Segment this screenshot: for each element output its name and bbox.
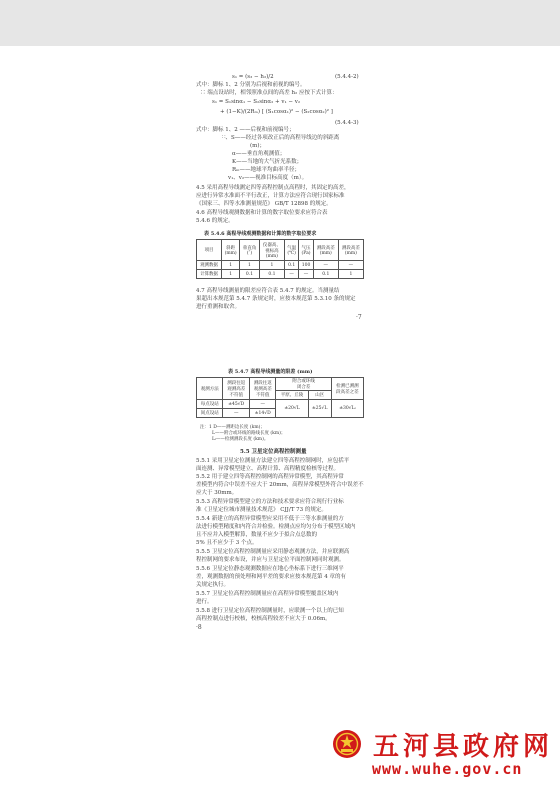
table-cell: — [299, 270, 313, 279]
body-text: 5% 且不应少于 3 个点。 [196, 540, 258, 546]
table-cell: — [249, 400, 275, 409]
body-text: 5.5.5 卫星定位高程控制测量应采用静态观测方法，并应联测高 [196, 549, 350, 555]
table-row [197, 270, 364, 279]
body-text: 《国家三、四等水准测量规范》 GB/T 12898 的规定。 [196, 201, 332, 207]
body-text: 高程控制点进行校核，校核高程较差不应大于 0.06m。 [196, 616, 331, 622]
body-text: 5.5.2 用于建立四等高程控制网的高程异常模型，其高程异常 [196, 474, 344, 480]
body-text: v₁、v₂——视准目标高度（m）。 [228, 175, 308, 181]
top-gray-band [0, 0, 560, 46]
body-text: ∷ 端点设站时，相邻照准点间的高差 h₂ 应按下式计算： [200, 90, 338, 96]
table-cell: 每点设站 [197, 400, 223, 409]
header-cell: 检测已测测 段高差之差 [331, 378, 363, 400]
table-caption: 表 5.4.6 高程导线观测数据和计算的数字取位要求 [204, 231, 317, 237]
table-cell: 计算数据 [197, 270, 222, 279]
formula-number: (5.4.4-3) [335, 120, 359, 126]
body-text: 式中：脚标 1、2 ——后视和前视编号； [196, 127, 295, 133]
tolerance-table [196, 377, 364, 418]
table-row [197, 400, 364, 409]
body-text: 5.5.7 卫星定位高程控制测量应在高程异常模型覆盖区域内 [196, 591, 339, 597]
section-title: 5.5 卫星定位高程控制测量 [240, 449, 307, 455]
table-cell: — [313, 261, 338, 270]
body-text: 且不应并入模型解算，数量不应少于拟合点总数的 [196, 532, 318, 538]
body-text: 果超出本规范第 5.4.7 条规定时，应按本规范第 5.3.10 条的规定 [196, 296, 356, 302]
table-cell: 观测数据 [197, 261, 222, 270]
header-cell: 附合或环线 闭合差 [276, 378, 331, 391]
body-text: 式中：脚标 1、2 分别为后视和前视的编号。 [196, 82, 306, 88]
table-cell: 0.1 [259, 270, 284, 279]
table-cell: 1 [222, 270, 240, 279]
formula-line: s₁ = (s₃ − h₂)/2 [232, 74, 274, 80]
page-number: ·7 [356, 314, 362, 321]
body-text: 5.5.1 采用卫星定位测量方法建立四等高程控制网时，应包括平 [196, 458, 350, 464]
body-text: (m)； [250, 143, 266, 149]
table-cell: ±14√D [249, 409, 275, 418]
table-caption: 表 5.4.7 高程导线测量的限差 (mm) [228, 369, 313, 375]
body-text: 5.5.6 卫星定位静态观测数据应在地心坐标系下进行三维网平 [196, 566, 344, 572]
table-cell: 1 [240, 261, 260, 270]
body-text: K——当地的大气折光系数； [232, 159, 303, 165]
body-text: 进行重测和取舍。 [196, 304, 241, 310]
table-note: 注：1 D——测距边长度 (km)； [200, 425, 265, 430]
digit-table [196, 239, 364, 279]
body-text: 5.5.4 新建立的高程异常模型应采用不低于三等水准测量的方 [196, 516, 344, 522]
body-text: Rₘ——地球平均曲率半径； [232, 167, 301, 173]
page-number: ·8 [196, 624, 202, 631]
table-cell: — [338, 261, 363, 270]
table-row [197, 261, 364, 270]
table-cell: 100 [299, 261, 313, 270]
table-header-row [197, 378, 364, 391]
header-cell: 测段往返 观测高差 不符值 [249, 378, 275, 400]
header-cell: 测段往返 观测高差 不符值 [223, 378, 249, 400]
table-cell: ±45√D [223, 400, 249, 409]
body-text: 差，观测数据的预处理和网平差的要求应按本规范第 4 章的有 [196, 574, 346, 580]
header-cell: 平原、丘陵 [276, 391, 308, 400]
body-text: 5.5.8 进行卫星定位高程控制测量时，应联测一个以上的已知 [196, 608, 344, 614]
body-text: 进行。 [196, 599, 213, 605]
body-text: 5.4.6 的规定。 [196, 218, 234, 224]
header-cell: 山区 [308, 391, 331, 400]
table-cell: — [223, 409, 249, 418]
header-cell: 气压 (Pa) [299, 240, 313, 261]
formula-line: + (1−K)/(2Rₘ) [ (S₁cosα₁)² − (S₂cosα₂)² ] [220, 109, 333, 115]
header-cell: 观测方法 [197, 378, 223, 400]
table-cell: 1 [259, 261, 284, 270]
formula-number: (5.4.4-2) [335, 74, 359, 80]
body-text: 4.6 高程导线观测数据和计算的数字取位要求应符合表 [196, 210, 328, 216]
header-cell: 斜距 (mm) [222, 240, 240, 261]
table-cell: 0.1 [313, 270, 338, 279]
table-note: L——附合或环线的路线长度 (km)； [212, 431, 286, 436]
body-text: 法进行模型精度和内符合并检验。检测点应均匀分布于模型区域内 [196, 524, 356, 530]
table-cell: 0.1 [284, 261, 298, 270]
body-text: 应进行异常水准面不平行改正，计算方法应符合现行国家标准 [196, 193, 345, 199]
header-cell: 垂直角 (″) [240, 240, 260, 261]
table-cell: 1 [338, 270, 363, 279]
formula-line: s₁ = S₁sinα₁ − S₂sinα₂ + v₁ − v₂ [212, 99, 301, 105]
body-text: 4.5 采用高程导线测定四等高程控制点高程时，其固定的高差， [196, 185, 350, 191]
document-page-7 [0, 62, 560, 342]
table-cell: ±30√Lᵢ [331, 400, 363, 418]
body-text: 面连测、异常模型建立、高程计算、高程精度检核等过程。 [196, 466, 340, 472]
header-cell: 气温 (℃) [284, 240, 298, 261]
header-cell: 测段高差 (mm) [313, 240, 338, 261]
table-cell: 0.1 [240, 270, 260, 279]
document-page-8 [0, 360, 560, 630]
body-text: 关规定执行。 [196, 582, 230, 588]
national-emblem-icon [332, 729, 362, 759]
body-text: 5.5.3 高程异常模型建立的方法和技术要求应符合现行行业标 [196, 499, 344, 505]
site-url: www.wuhe.gov.cn [372, 760, 523, 778]
table-cell: 1 [222, 261, 240, 270]
table-header-row [197, 240, 364, 261]
body-text: 4.7 高程导线测量的限差应符合表 5.4.7 的规定。当测量结 [196, 288, 340, 294]
table-note: Lᵢ——检测测段长度 (km)。 [212, 437, 269, 442]
table-cell: — [284, 270, 298, 279]
body-text: ∷、S——经过各项改正后的高程导线边的斜距离 [222, 135, 340, 141]
body-text: 程控制网的要求布设，并应与卫星定位平面控制网同时观测。 [196, 557, 345, 563]
header-cell: 测段高差 (mm) [338, 240, 363, 261]
body-text: 差模型内符合中误差不应大于 20mm，高程异常模型外符合中误差不 [196, 482, 364, 488]
table-cell: ±20√L [276, 400, 308, 418]
body-text: α——垂直角观测值； [232, 151, 286, 157]
table-cell: 间点设站 [197, 409, 223, 418]
body-text: 应大于 30mm。 [196, 490, 238, 496]
header-cell: 项目 [197, 240, 222, 261]
header-cell: 仪器高、 视标高 (mm) [259, 240, 284, 261]
table-cell: ±25√L [308, 400, 331, 418]
body-text: 准《卫星定位城市测量技术规范》 CJJ/T 73 的规定。 [196, 507, 327, 513]
site-name: 五河县政府网 [373, 732, 554, 762]
